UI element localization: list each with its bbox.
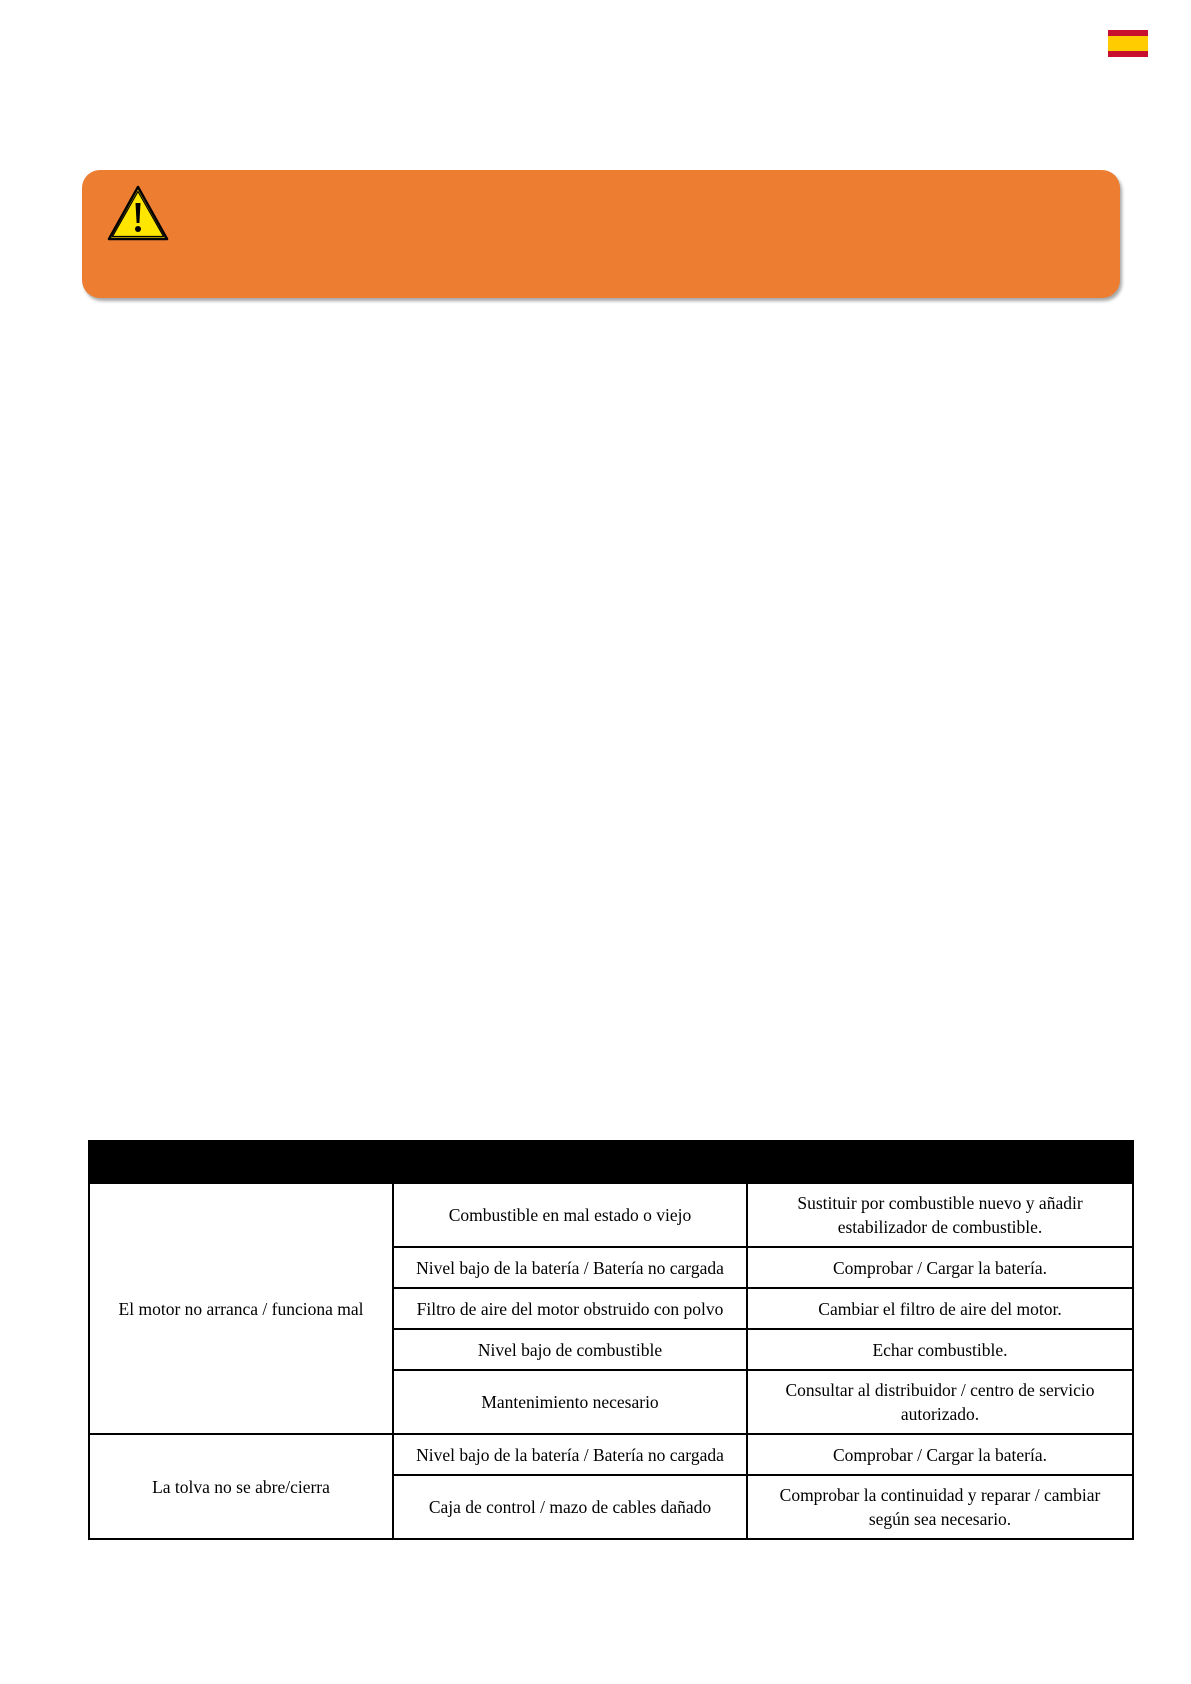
table-row xyxy=(89,1183,1133,1247)
cause-cell: Caja de control / mazo de cables dañado xyxy=(393,1475,747,1539)
flag-stripe-middle xyxy=(1108,36,1148,51)
cause-cell: Nivel bajo de la batería / Batería no cargada xyxy=(393,1434,747,1475)
spanish-flag-icon xyxy=(1108,30,1148,57)
solution-cell: Consultar al distribuidor / centro de servicio autorizado. xyxy=(747,1370,1133,1434)
header-cell-solution xyxy=(747,1141,1133,1183)
cause-cell: Mantenimiento necesario xyxy=(393,1370,747,1434)
warning-triangle-icon xyxy=(106,184,170,242)
troubleshooting-table xyxy=(88,1140,1134,1540)
cause-cell: Nivel bajo de la batería / Batería no cargada xyxy=(393,1247,747,1288)
cause-cell: Filtro de aire del motor obstruido con polvo xyxy=(393,1288,747,1329)
solution-cell: Comprobar la continuidad y reparar / cambiar según sea necesario. xyxy=(747,1475,1133,1539)
solution-cell: Comprobar / Cargar la batería. xyxy=(747,1434,1133,1475)
solution-cell: Sustituir por combustible nuevo y añadir estabilizador de combustible. xyxy=(747,1183,1133,1247)
flag-stripe-bottom xyxy=(1108,51,1148,57)
cause-cell: Combustible en mal estado o viejo xyxy=(393,1183,747,1247)
solution-cell: Cambiar el filtro de aire del motor. xyxy=(747,1288,1133,1329)
table-header-row xyxy=(89,1141,1133,1183)
table-row xyxy=(89,1434,1133,1475)
problem-cell: El motor no arranca / funciona mal xyxy=(89,1183,393,1434)
solution-cell: Echar combustible. xyxy=(747,1329,1133,1370)
header-cell-cause xyxy=(393,1141,747,1183)
problem-cell: La tolva no se abre/cierra xyxy=(89,1434,393,1539)
solution-cell: Comprobar / Cargar la batería. xyxy=(747,1247,1133,1288)
cause-cell: Nivel bajo de combustible xyxy=(393,1329,747,1370)
header-cell-problem xyxy=(89,1141,393,1183)
warning-banner xyxy=(82,170,1120,298)
